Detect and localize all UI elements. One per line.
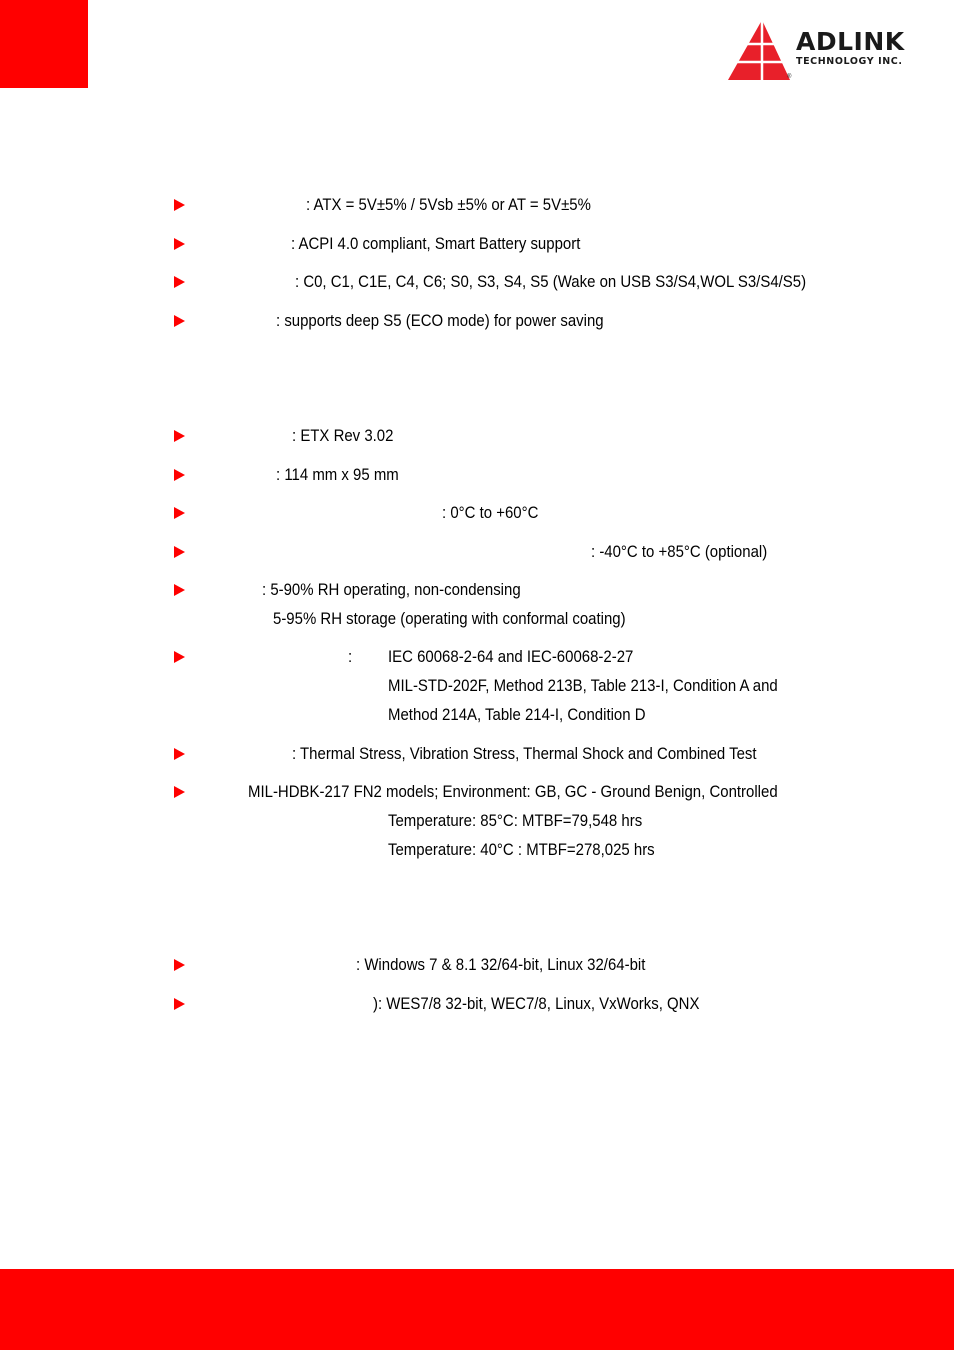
bullet-arrow-icon <box>174 276 185 288</box>
shock-value-3: Method 214A, Table 214-I, Condition D <box>388 705 646 724</box>
adlink-logo <box>724 18 936 84</box>
bullet-arrow-icon <box>174 748 185 760</box>
bullet-arrow-icon <box>174 238 185 250</box>
bullet-arrow-icon <box>174 959 185 971</box>
bullet-arrow-icon <box>174 584 185 596</box>
bullet-arrow-icon <box>174 786 185 798</box>
mtbf-85c-value: Temperature: 85°C: MTBF=79,548 hrs <box>388 811 643 830</box>
humidity-value-storage: 5-95% RH storage (operating with conformal coating) <box>273 609 626 628</box>
shock-colon: : <box>348 647 353 666</box>
power-management-value: : ACPI 4.0 compliant, Smart Battery support <box>291 234 581 253</box>
power-states-value: : C0, C1, C1E, C4, C6; S0, S3, S4, S5 (Wake on USB S3/S4,WOL S3/S4/S5) <box>295 272 807 291</box>
os-standard-value: : Windows 7 & 8.1 32/64-bit, Linux 32/64-bit <box>356 955 646 974</box>
temp-extended-value: : -40°C to +85°C (optional) <box>591 542 768 561</box>
header-red-tab <box>0 0 88 88</box>
power-eco-value: : supports deep S5 (ECO mode) for power saving <box>276 311 604 330</box>
form-factor-value: : ETX Rev 3.02 <box>292 426 394 445</box>
dimension-value: : 114 mm x 95 mm <box>276 465 399 484</box>
bullet-arrow-icon <box>174 998 185 1010</box>
bullet-arrow-icon <box>174 469 185 481</box>
logo-wordmark: ADLINK <box>796 27 905 56</box>
os-extended-value: ): WES7/8 32-bit, WEC7/8, Linux, VxWorks, QNX <box>373 994 700 1013</box>
bullet-arrow-icon <box>174 199 185 211</box>
mtbf-40c-value: Temperature: 40°C : MTBF=278,025 hrs <box>388 840 655 859</box>
bullet-arrow-icon <box>174 315 185 327</box>
bullet-arrow-icon <box>174 430 185 442</box>
bullet-arrow-icon <box>174 546 185 558</box>
footer-red-band <box>0 1269 954 1350</box>
humidity-value-operating: : 5-90% RH operating, non-condensing <box>262 580 521 599</box>
logo-triangle-icon <box>724 18 790 82</box>
shock-value-2: MIL-STD-202F, Method 213B, Table 213-I, Condition A and <box>388 676 778 695</box>
bullet-arrow-icon <box>174 507 185 519</box>
power-input-value: : ATX = 5V±5% / 5Vsb ±5% or AT = 5V±5% <box>306 195 591 214</box>
temp-standard-value: : 0°C to +60°C <box>442 503 539 522</box>
mtbf-model-value: MIL-HDBK-217 FN2 models; Environment: GB, GC - Ground Benign, Controlled <box>248 782 778 801</box>
bullet-arrow-icon <box>174 651 185 663</box>
logo-subtitle: TECHNOLOGY INC. <box>796 56 903 67</box>
hass-value: : Thermal Stress, Vibration Stress, Thermal Shock and Combined Test <box>292 744 757 763</box>
shock-value-1: IEC 60068-2-64 and IEC-60068-2-27 <box>388 647 634 666</box>
logo-registered-mark: ® <box>787 74 792 80</box>
